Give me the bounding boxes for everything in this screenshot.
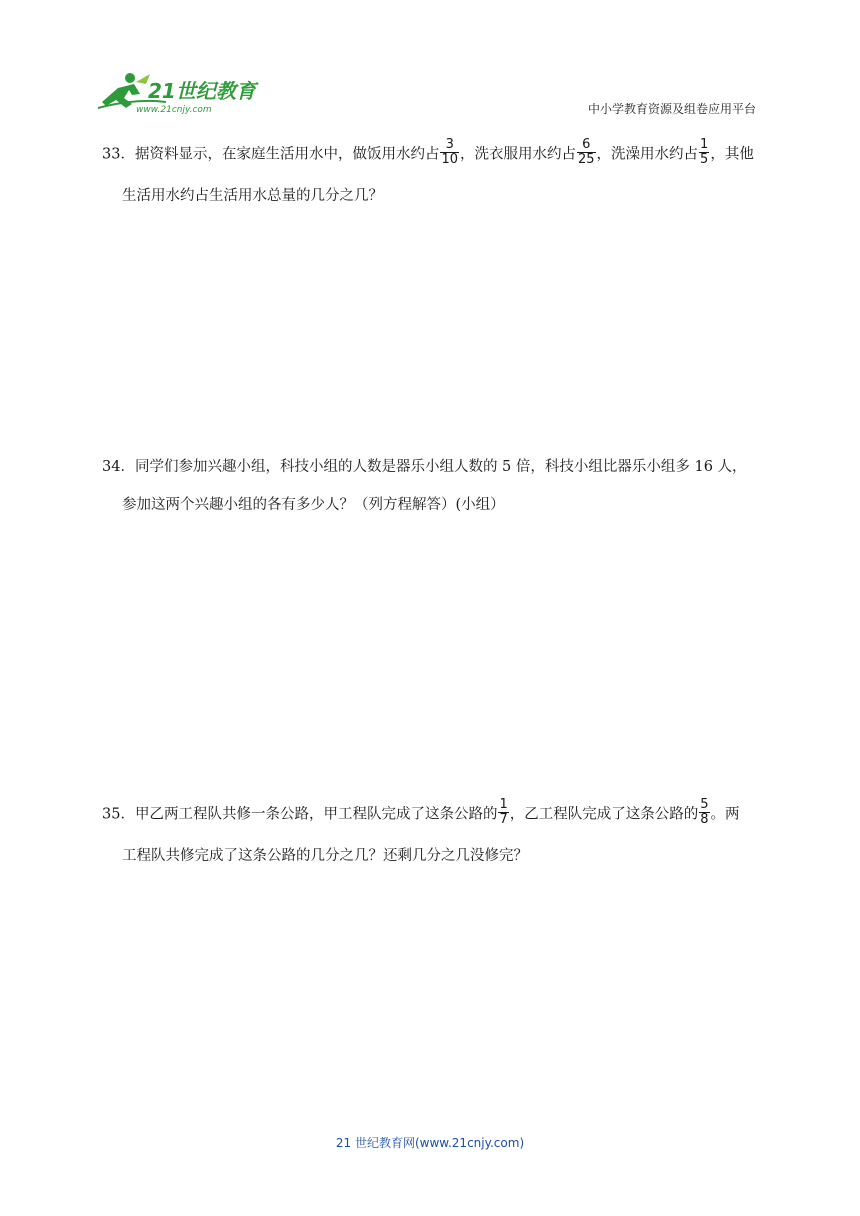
question-34-line1 bbox=[102, 456, 762, 478]
question-33-line1 bbox=[102, 137, 762, 169]
question-35 bbox=[102, 797, 762, 867]
question-text: ，乙工程队完成了这条公路的 bbox=[509, 806, 699, 823]
fraction: $\frac{5}{8}$ bbox=[700, 797, 709, 827]
footer-site-link[interactable]: 21 世纪教育网(www.21cnjy.com) bbox=[335, 1136, 525, 1150]
question-33-line2: 生活用水约占生活用水总量的几分之几？ bbox=[122, 188, 383, 204]
logo-url: www.21cnjy.com bbox=[136, 105, 212, 115]
site-logo bbox=[96, 68, 266, 116]
question-35-line2: 工程队共修完成了这条公路的几分之几？还剩几分之几没修完？ bbox=[122, 848, 528, 864]
question-text: 。两 bbox=[710, 806, 740, 823]
logo-text: 21世纪教育 bbox=[148, 79, 256, 103]
question-34-line2: 参加这两个兴趣小组的各有多少人？（列方程解答）(小组） bbox=[122, 497, 505, 513]
question-text: 同学们参加兴趣小组，科技小组的人数是器乐小组人数的 5 倍，科技小组比器乐小组多 16 人， bbox=[134, 459, 747, 475]
question-number: 34． bbox=[102, 459, 135, 475]
question-35-line1 bbox=[102, 797, 762, 829]
fraction: $\frac{3}{10}$ bbox=[441, 137, 458, 167]
question-text: 甲乙两工程队共修一条公路，甲工程队完成了这条公路的 bbox=[134, 806, 498, 823]
question-number: 33． bbox=[102, 146, 135, 163]
question-text: ，其他 bbox=[710, 146, 754, 163]
question-33 bbox=[102, 137, 762, 207]
question-text: ，洗衣服用水约占 bbox=[460, 146, 576, 163]
question-text: 据资料显示，在家庭生活用水中，做饭用水约占 bbox=[134, 146, 440, 163]
fraction: $\frac{1}{5}$ bbox=[700, 137, 709, 167]
question-34 bbox=[102, 456, 762, 516]
fraction: $\frac{1}{7}$ bbox=[499, 797, 508, 827]
question-text: ，洗澡用水约占 bbox=[596, 146, 699, 163]
header-platform-label: 中小学教育资源及组卷应用平台 bbox=[587, 102, 756, 116]
question-number: 35． bbox=[102, 806, 135, 823]
fraction: $\frac{6}{25}$ bbox=[578, 137, 595, 167]
